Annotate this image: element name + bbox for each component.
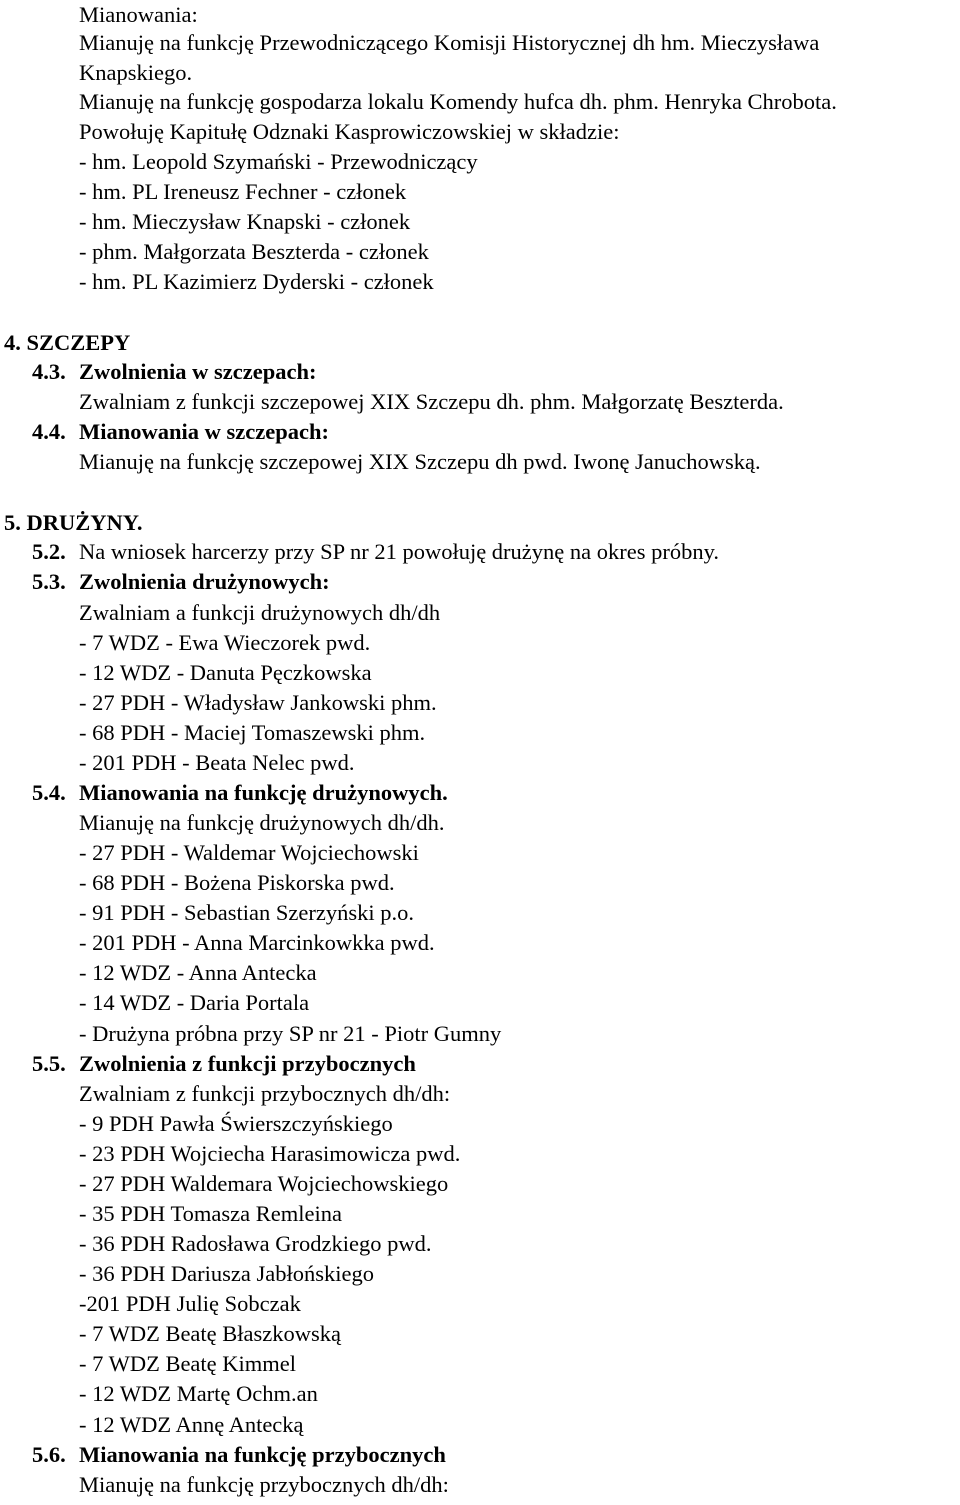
text-line: Zwalniam z funkcji przybocznych dh/dh: xyxy=(79,1081,451,1106)
list-item: - 27 PDH - Waldemar Wojciechowski xyxy=(79,840,419,865)
text-line: Zwalniam a funkcji drużynowych dh/dh xyxy=(79,600,441,625)
text-line: Knapskiego. xyxy=(79,60,193,85)
text-line: Mianuję na funkcję gospodarza lokalu Komendy hufca dh. phm. Henryka Chrobota. xyxy=(79,89,837,114)
subsection-number: 5.5. xyxy=(32,1051,66,1076)
list-item: - hm. PL Ireneusz Fechner - członek xyxy=(79,179,407,204)
text-line: Powołuję Kapitułę Odznaki Kasprowiczowskiej w składzie: xyxy=(79,119,620,144)
text-line: Mianuję na funkcję Przewodniczącego Komisji Historycznej dh hm. Mieczysława xyxy=(79,30,820,55)
list-item: - hm. Mieczysław Knapski - członek xyxy=(79,209,411,234)
text-line: Zwalniam z funkcji szczepowej XIX Szczepu dh. phm. Małgorzatę Beszterda. xyxy=(79,389,784,414)
section-4-heading: 4. SZCZEPY xyxy=(4,330,131,355)
subsection-number: 5.6. xyxy=(32,1442,66,1467)
list-item: - 23 PDH Wojciecha Harasimowicza pwd. xyxy=(79,1141,461,1166)
list-item: - 27 PDH - Władysław Jankowski phm. xyxy=(79,690,437,715)
list-item: - hm. PL Kazimierz Dyderski - członek xyxy=(79,269,434,294)
subsection-number: 4.4. xyxy=(32,419,66,444)
subsection-number: 4.3. xyxy=(32,359,66,384)
list-item: - 68 PDH - Maciej Tomaszewski phm. xyxy=(79,720,426,745)
subsection-title: Mianowania w szczepach: xyxy=(79,419,329,444)
list-item: - Drużyna próbna przy SP nr 21 - Piotr Gumny xyxy=(79,1021,502,1046)
list-item: - 7 WDZ Beatę Błaszkowską xyxy=(79,1321,342,1346)
list-item: - 12 WDZ - Anna Antecka xyxy=(79,960,317,985)
list-item: - 91 PDH - Sebastian Szerzyński p.o. xyxy=(79,900,414,925)
list-item: -201 PDH Julię Sobczak xyxy=(79,1291,301,1316)
subsection-text: Na wniosek harcerzy przy SP nr 21 powołuję drużynę na okres próbny. xyxy=(79,539,720,564)
list-item: - 201 PDH - Anna Marcinkowkka pwd. xyxy=(79,930,435,955)
list-item: - hm. Leopold Szymański - Przewodniczący xyxy=(79,149,478,174)
list-item: - 68 PDH - Bożena Piskorska pwd. xyxy=(79,870,395,895)
subsection-title: Mianowania na funkcję przybocznych xyxy=(79,1442,446,1467)
subsection-title: Zwolnienia w szczepach: xyxy=(79,359,317,384)
list-item: - 9 PDH Pawła Świerszczyńskiego xyxy=(79,1111,393,1136)
list-item: - 12 WDZ Annę Antecką xyxy=(79,1412,304,1437)
section-5-heading: 5. DRUŻYNY. xyxy=(4,510,143,535)
list-item: - 12 WDZ Martę Ochm.an xyxy=(79,1381,318,1406)
text-line: Mianuję na funkcję przybocznych dh/dh: xyxy=(79,1472,449,1497)
subsection-title: Zwolnienia drużynowych: xyxy=(79,569,330,594)
list-item: - 12 WDZ - Danuta Pęczkowska xyxy=(79,660,372,685)
text-line: Mianuję na funkcję szczepowej XIX Szczepu dh pwd. Iwonę Januchowską. xyxy=(79,449,761,474)
list-item: - 36 PDH Radosława Grodzkiego pwd. xyxy=(79,1231,432,1256)
subsection-title: Zwolnienia z funkcji przybocznych xyxy=(79,1051,416,1076)
mianowania-heading: Mianowania: xyxy=(79,2,198,27)
list-item: - 14 WDZ - Daria Portala xyxy=(79,990,310,1015)
text-line: Mianuję na funkcję drużynowych dh/dh. xyxy=(79,810,445,835)
list-item: - 35 PDH Tomasza Remleina xyxy=(79,1201,342,1226)
subsection-title: Mianowania na funkcję drużynowych. xyxy=(79,780,448,805)
list-item: - phm. Małgorzata Beszterda - członek xyxy=(79,239,429,264)
subsection-number: 5.4. xyxy=(32,780,66,805)
list-item: - 36 PDH Dariusza Jabłońskiego xyxy=(79,1261,374,1286)
list-item: - 7 WDZ Beatę Kimmel xyxy=(79,1351,297,1376)
subsection-number: 5.2. xyxy=(32,539,66,564)
list-item: - 201 PDH - Beata Nelec pwd. xyxy=(79,750,355,775)
list-item: - 27 PDH Waldemara Wojciechowskiego xyxy=(79,1171,449,1196)
subsection-number: 5.3. xyxy=(32,569,66,594)
list-item: - 7 WDZ - Ewa Wieczorek pwd. xyxy=(79,630,371,655)
